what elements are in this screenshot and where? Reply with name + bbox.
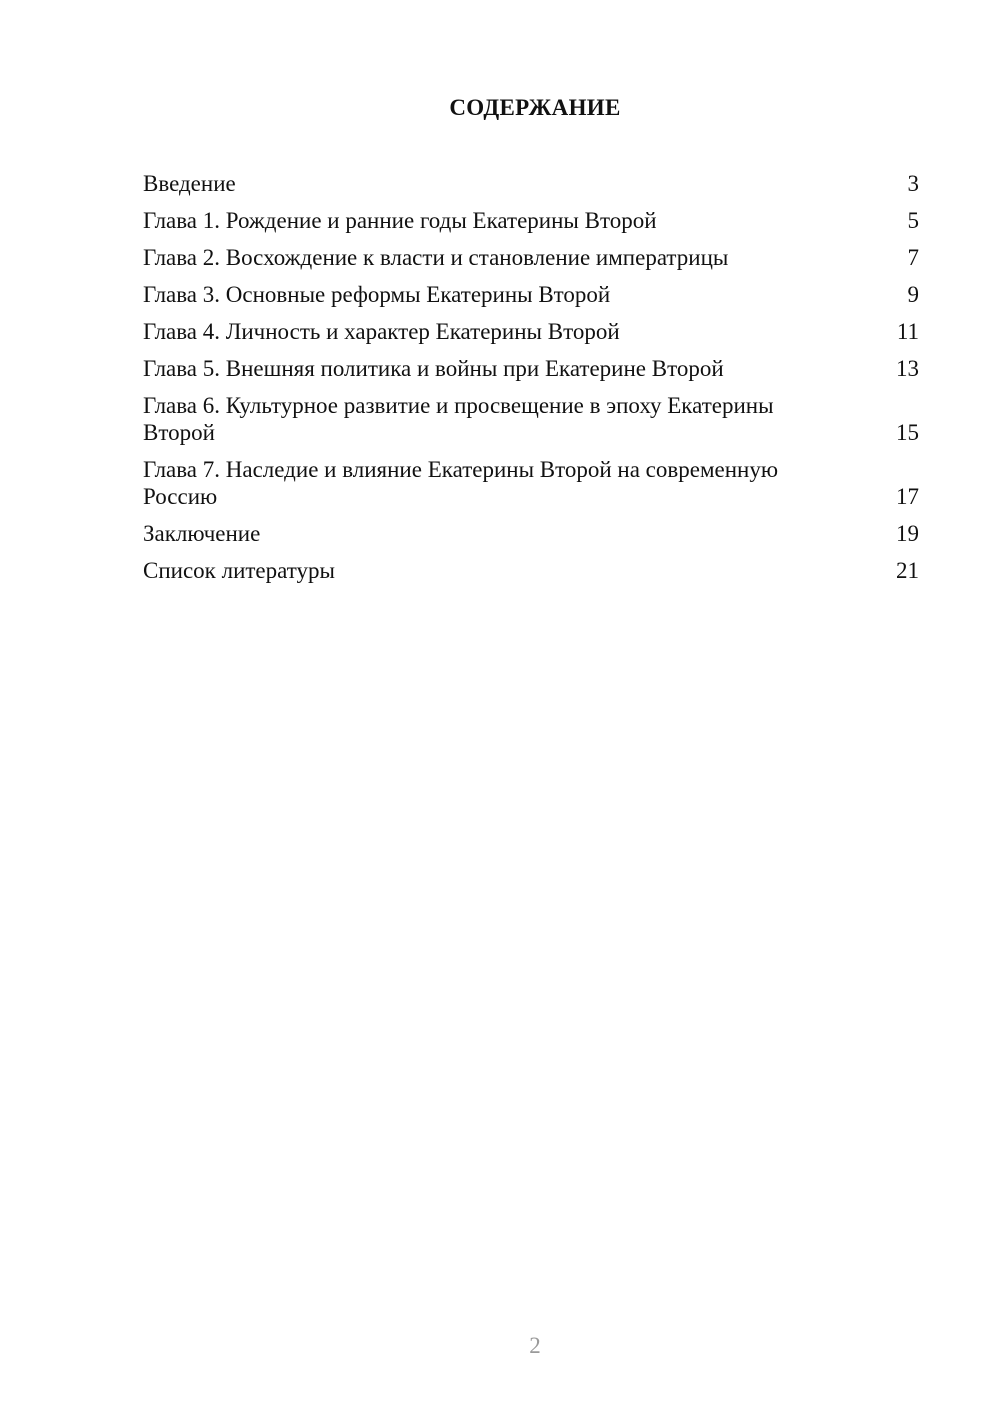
toc-entry-page-number: 3 — [907, 171, 919, 196]
toc-entry-page-number: 9 — [907, 282, 919, 307]
toc-entry — [143, 392, 919, 446]
toc-entry-page-number: 19 — [896, 521, 919, 546]
toc-entry-title: Глава 2. Восхождение к власти и становление императрицы — [143, 245, 729, 270]
toc-entry — [143, 520, 919, 547]
toc-entry-title: Список литературы — [143, 558, 335, 583]
toc-entry-title: Глава 7. Наследие и влияние Екатерины Второй на современную Россию — [143, 457, 779, 509]
toc-entry-title: Глава 4. Личность и характер Екатерины Второй — [143, 319, 620, 344]
toc-entry — [143, 355, 919, 382]
toc-entry-page-number: 21 — [896, 558, 919, 583]
toc-entry-title: Заключение — [143, 521, 261, 546]
toc-entry — [143, 456, 919, 510]
toc-entry-page-number: 7 — [907, 245, 919, 270]
toc-entry-page-number: 11 — [896, 319, 919, 344]
table-of-contents — [143, 170, 919, 594]
toc-entry — [143, 244, 919, 271]
toc-entry-page-number: 5 — [907, 208, 919, 233]
toc-entry — [143, 281, 919, 308]
toc-entry — [143, 207, 919, 234]
toc-entry-page-number: 17 — [896, 484, 919, 509]
toc-entry-title: Введение — [143, 171, 236, 196]
toc-entry-title: Глава 5. Внешняя политика и войны при Екатерине Второй — [143, 356, 724, 381]
toc-entry-page-number: 13 — [896, 356, 919, 381]
toc-entry-page-number: 15 — [896, 420, 919, 445]
toc-entry-title: Глава 3. Основные реформы Екатерины Второй — [143, 282, 611, 307]
toc-title: СОДЕРЖАНИЕ — [449, 95, 621, 120]
page-number: 2 — [529, 1333, 541, 1358]
toc-entry-title: Глава 1. Рождение и ранние годы Екатерины Второй — [143, 208, 657, 233]
toc-entry — [143, 318, 919, 345]
toc-entry — [143, 170, 919, 197]
toc-entry-title: Глава 6. Культурное развитие и просвещение в эпоху Екатерины Второй — [143, 393, 774, 445]
toc-entry — [143, 557, 919, 584]
